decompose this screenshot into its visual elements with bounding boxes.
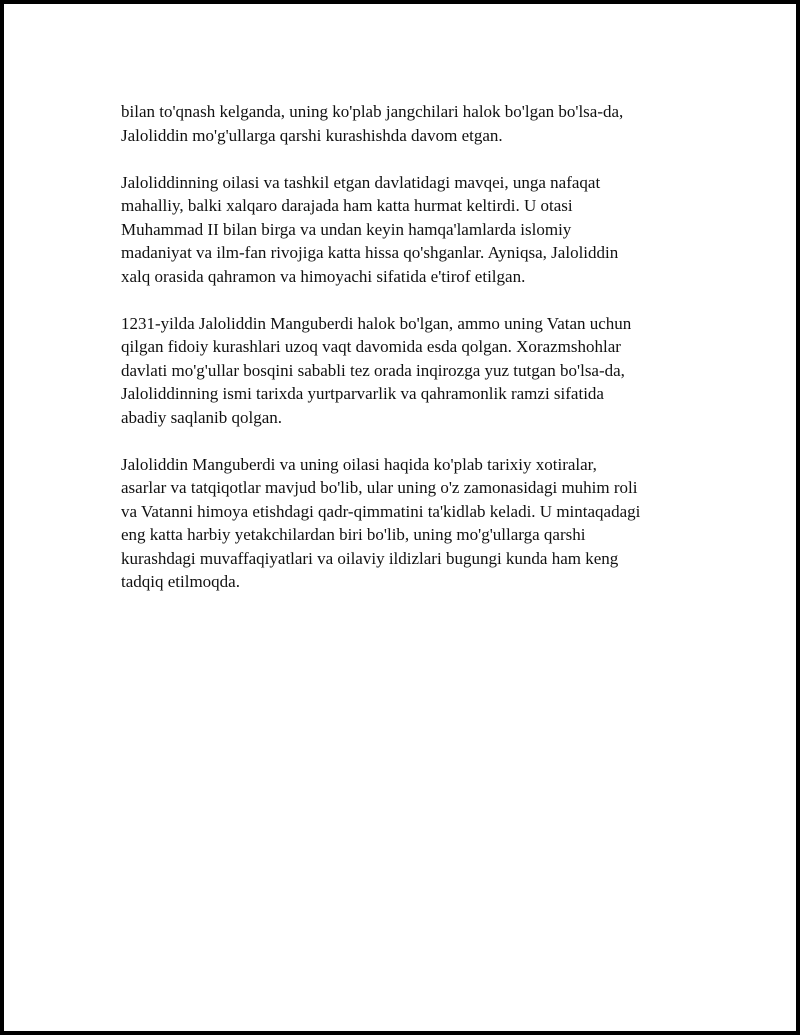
text-line: Jaloliddin mo'g'ullarga qarshi kurashishda davom etgan. bbox=[121, 125, 503, 145]
paragraph-4 bbox=[121, 453, 701, 594]
text-line: eng katta harbiy yetakchilardan biri bo'lib, uning mo'g'ullarga qarshi bbox=[121, 525, 586, 544]
document-body bbox=[121, 100, 701, 617]
text-line: va Vatanni himoya etishdagi qadr-qimmatini ta'kidlab keladi. U mintaqadagi bbox=[121, 501, 641, 521]
text-line: xalq orasida qahramon va himoyachi sifatida e'tirof etilgan. bbox=[121, 266, 526, 286]
text-line: Jaloliddin Manguberdi va uning oilasi haqida ko'plab tarixiy xotiralar, bbox=[121, 454, 597, 474]
paragraph-3 bbox=[121, 312, 701, 430]
paragraph-2 bbox=[121, 171, 701, 289]
text-line: davlati mo'g'ullar bosqini sababli tez orada inqirozga yuz tutgan bo'lsa-da, bbox=[121, 360, 625, 380]
text-line: abadiy saqlanib qolgan. bbox=[121, 407, 282, 427]
text-line: 1231-yilda Jaloliddin Manguberdi halok bo'lgan, ammo uning Vatan uchun bbox=[121, 313, 632, 333]
text-line: mahalliy, balki xalqaro darajada ham katta hurmat keltirdi. U otasi bbox=[121, 196, 573, 215]
text-line: Muhammad II bilan birga va undan keyin hamqa'lamlarda islomiy bbox=[121, 219, 572, 239]
text-line: bilan to'qnash kelganda, uning ko'plab jangchilari halok bo'lgan bo'lsa-da, bbox=[121, 102, 624, 121]
text-line: Jaloliddinning ismi tarixda yurtparvarlik va qahramonlik ramzi sifatida bbox=[121, 384, 604, 403]
text-line: kurashdagi muvaffaqiyatlari va oilaviy ildizlari bugungi kunda ham keng bbox=[121, 548, 619, 568]
paragraph-1 bbox=[121, 100, 701, 147]
text-line: tadqiq etilmoqda. bbox=[121, 572, 240, 591]
text-line: madaniyat va ilm-fan rivojiga katta hissa qo'shganlar. Ayniqsa, Jaloliddin bbox=[121, 243, 619, 262]
text-line: qilgan fidoiy kurashlari uzoq vaqt davomida esda qolgan. Xorazmshohlar bbox=[121, 337, 621, 356]
text-line: asarlar va tatqiqotlar mavjud bo'lib, ular uning o'z zamonasidagi muhim roli bbox=[121, 478, 638, 497]
text-line: Jaloliddinning oilasi va tashkil etgan davlatidagi mavqei, unga nafaqat bbox=[121, 172, 601, 192]
